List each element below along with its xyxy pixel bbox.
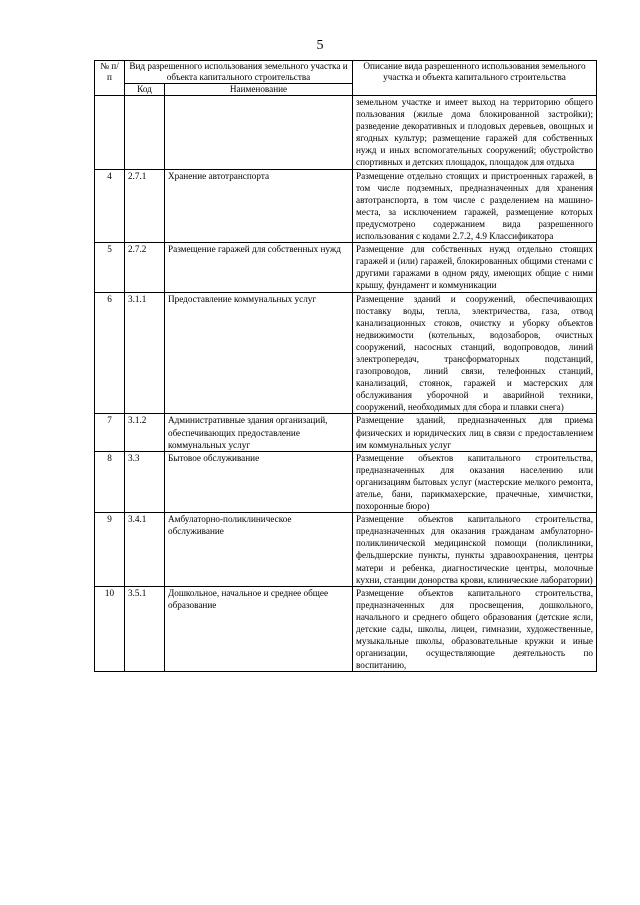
row-name: Хранение автотранспорта — [165, 169, 353, 243]
row-name — [165, 96, 353, 170]
row-description: Размещение объектов капитального строительства, предназначенных для оказания гражданам амбулаторно-поликлинической медицинской помощи (поликлиники, фельдшерские пункты, пункты здравоохранения, центры матери и ребенка, диагностические центры, молочные кухни, станции донорства крови, клинические лаборатории) — [353, 513, 597, 587]
table-row — [95, 292, 597, 414]
row-code: 3.3 — [125, 451, 165, 512]
header-description: Описание вида разрешенного использования земельного участка и объекта капитального строительства — [353, 61, 597, 96]
table-row — [95, 586, 597, 672]
table-row — [95, 414, 597, 451]
row-number — [95, 96, 125, 170]
row-description: Размещение объектов капитального строительства, предназначенных для просвещения, дошкольного, начального и среднего общего образования (детские ясли, детские сады, школы, лицеи, гимназии, художественные, музыкальные школы, образовательные кружки и иные организации, осуществляющие деятельность по воспитанию, — [353, 586, 597, 672]
table-body — [95, 96, 597, 672]
row-description: Размещение отдельно стоящих и пристроенных гаражей, в том числе подземных, предназначенных для хранения автотранспорта, в том числе с разделением на машино-места, за исключением гаражей, размещение которых предусмотрено содержанием вида разрешенного использования с кодами 2.7.2, 4.9 Классификатора — [353, 169, 597, 243]
row-number: 7 — [95, 414, 125, 451]
row-number: 6 — [95, 292, 125, 414]
row-number: 9 — [95, 513, 125, 587]
row-name: Бытовое обслуживание — [165, 451, 353, 512]
table-row — [95, 169, 597, 243]
header-num: № п/п — [95, 61, 125, 96]
row-description: Размещение зданий и сооружений, обеспечивающих поставку воды, тепла, электричества, газа, отвод канализационных стоков, очистку и уборку объектов недвижимости (котельных, водозаборов, очистных сооружений, насосных станций, водопроводов, линий электропередач, трансформаторных подстанций, газопроводов, линий связи, телефонных станций, канализаций, стоянок, гаражей и мастерских для обслуживания уборочной и аварийной техники, сооружений, необходимых для сбора и плавки снега) — [353, 292, 597, 414]
table-row — [95, 451, 597, 512]
row-code: 2.7.1 — [125, 169, 165, 243]
row-code: 3.5.1 — [125, 586, 165, 672]
row-number: 10 — [95, 586, 125, 672]
land-use-table — [94, 60, 597, 672]
header-name: Наименование — [165, 84, 353, 96]
row-code: 3.1.2 — [125, 414, 165, 451]
row-description: Размещение объектов капитального строительства, предназначенных для оказания населению или организациям бытовых услуг (мастерские мелкого ремонта, ателье, бани, парикмахерские, прачечные, химчистки, похоронные бюро) — [353, 451, 597, 512]
row-description: Размещение для собственных нужд отдельно стоящих гаражей и (или) гаражей, блокированных общими стенами с другими гаражами в одном ряду, имеющих общие с ними крышу, фундамент и коммуникации — [353, 243, 597, 292]
row-name: Размещение гаражей для собственных нужд — [165, 243, 353, 292]
table-row — [95, 243, 597, 292]
row-number: 8 — [95, 451, 125, 512]
row-code: 3.4.1 — [125, 513, 165, 587]
table-row — [95, 513, 597, 587]
row-description: Размещение зданий, предназначенных для приема физических и юридических лиц в связи с предоставлением им коммунальных услуг — [353, 414, 597, 451]
row-number: 5 — [95, 243, 125, 292]
row-description: земельном участке и имеет выход на территорию общего пользования (жилые дома блокированной застройки); разведение декоративных и плодовых деревьев, овощных и ягодных культур; размещение гаражей для собственных нужд и иных вспомогательных сооружений; обустройство спортивных и детских площадок, площадок для отдыха — [353, 96, 597, 170]
header-code: Код — [125, 84, 165, 96]
header-type-group: Вид разрешенного использования земельного участка и объекта капитального строительства — [125, 61, 353, 84]
page-number: 5 — [316, 38, 324, 53]
row-code: 2.7.2 — [125, 243, 165, 292]
row-name: Предоставление коммунальных услуг — [165, 292, 353, 414]
row-name: Административные здания организаций, обеспечивающих предоставление коммунальных услуг — [165, 414, 353, 451]
row-code: 3.1.1 — [125, 292, 165, 414]
row-number: 4 — [95, 169, 125, 243]
table-row — [95, 96, 597, 170]
row-name: Амбулаторно-поликлиническое обслуживание — [165, 513, 353, 587]
row-code — [125, 96, 165, 170]
row-name: Дошкольное, начальное и среднее общее образование — [165, 586, 353, 672]
